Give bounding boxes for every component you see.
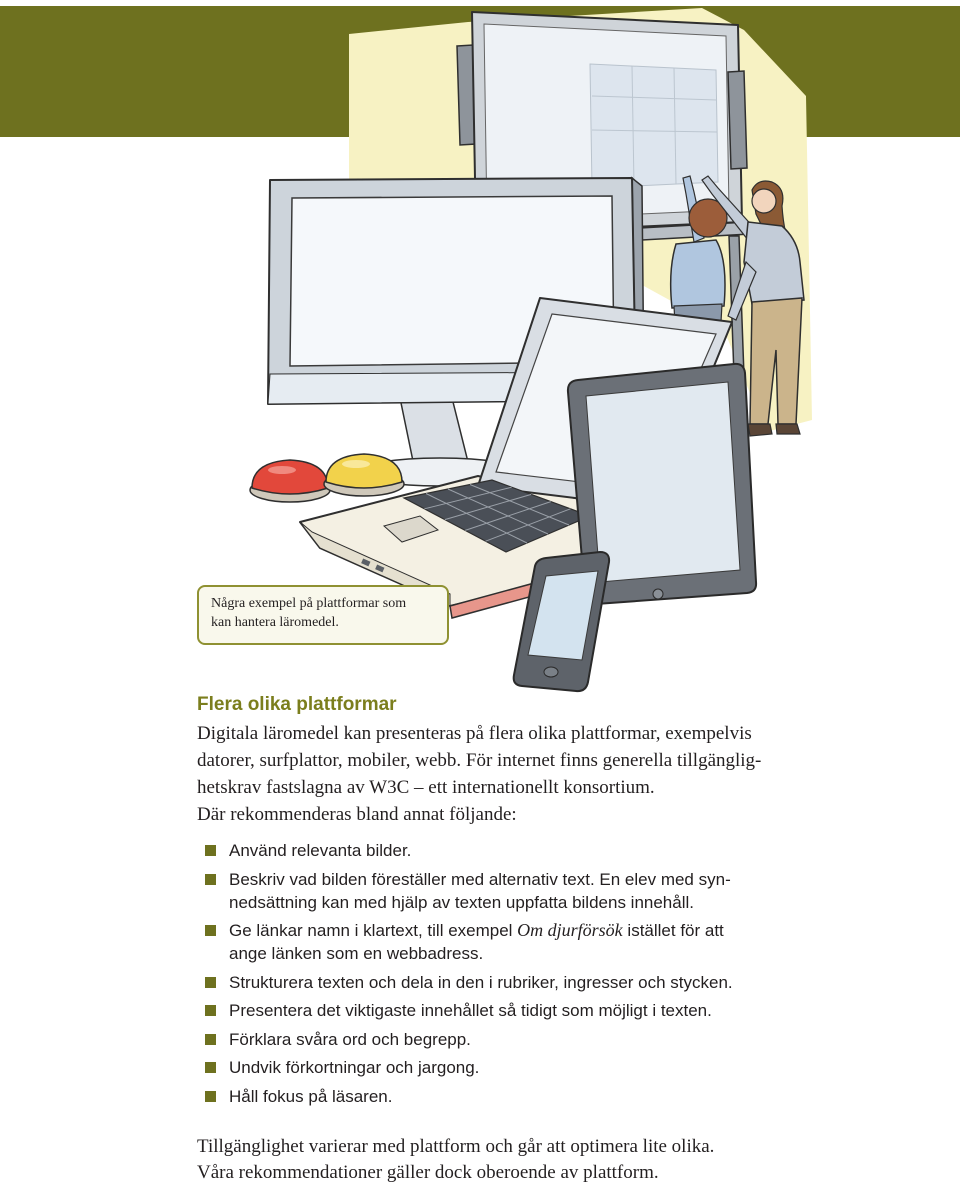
list-item-text: Presentera det viktigaste innehållet så tidigt som möjligt i texten. [229,1001,712,1020]
list-item-text: Använd relevanta bilder. [229,841,412,860]
list-item [197,971,733,994]
list-item-text: Ge länkar namn i klartext, till exempel [229,921,518,940]
list-item-text: Beskriv vad bilden föreställer med alternativ text. En elev med syn- [229,869,731,889]
list-item [197,919,733,965]
square-bullet-icon [205,845,216,856]
whiteboard-right-speaker [728,71,747,169]
tablet-home-button [653,589,663,599]
list-item-text: Undvik förkortningar och jargong. [229,1058,480,1077]
square-bullet-icon [205,1034,216,1045]
list-item-text: istället för att [622,921,724,940]
yellow-button-dome [326,454,402,488]
yellow-button-highlight [342,460,370,468]
list-item-italic-text: Om djurförsök [517,920,623,940]
list-item [197,1028,733,1051]
section-heading: Flera olika plattformar [197,694,397,715]
list-item [197,868,733,914]
list-item-line [229,839,733,862]
closing-line: Tillgänglighet varierar med plattform och går att optimera lite olika. [197,1136,715,1157]
square-bullet-icon [205,1062,216,1073]
list-item-line [229,891,733,914]
list-item-text: Strukturera texten och dela in den i rubriker, ingresser och stycken. [229,972,733,992]
list-item-text: nedsättning kan med hjälp av texten uppfatta bildens innehåll. [229,892,694,912]
caption-line: kan hantera läromedel. [211,615,339,630]
student-shirt [671,240,725,308]
list-item-line [229,942,733,965]
square-bullet-icon [205,874,216,885]
list-item-line [229,919,733,942]
red-button-dome [252,460,328,494]
phone-home-button [544,667,558,677]
list-item [197,1085,733,1108]
list-item-line [229,999,733,1022]
square-bullet-icon [205,1005,216,1016]
recommendation-list [197,839,733,1113]
red-switch-button [250,460,330,502]
square-bullet-icon [205,925,216,936]
list-item [197,839,733,862]
caption-line: Några exempel på plattformar som [211,596,407,611]
intro-line: Digitala läromedel kan presenteras på flera olika plattformar, exempelvis [197,723,752,744]
list-item-text: ange länken som en webbadress. [229,944,484,963]
intro-line: datorer, surfplattor, mobiler, webb. För internet finns generella tillgänglig- [197,750,762,771]
square-bullet-icon [205,977,216,988]
teacher-head [752,189,776,213]
tablet-screen [586,382,740,582]
red-button-highlight [268,466,296,474]
list-item-text: Förklara svåra ord och begrepp. [229,1029,471,1049]
square-bullet-icon [205,1091,216,1102]
monitor-neck [400,398,468,466]
list-item-line [229,971,733,994]
list-item-line [229,868,733,891]
image-caption [197,585,449,645]
list-item-line [229,1056,733,1079]
list-item-text: Håll fokus på läsaren. [229,1086,393,1106]
intro-line: Där rekommenderas bland annat följande: [197,804,517,825]
intro-line: hetskrav fastslagna av W3C – ett internationellt konsortium. [197,777,655,798]
list-item [197,1056,733,1079]
closing-line: Våra rekommendationer gäller dock oberoende av plattform. [197,1162,659,1183]
whiteboard-window [590,64,718,188]
list-item-line [229,1028,733,1051]
intro-paragraph [197,720,761,828]
closing-paragraph [197,1134,714,1186]
list-item-line [229,1085,733,1108]
list-item [197,999,733,1022]
